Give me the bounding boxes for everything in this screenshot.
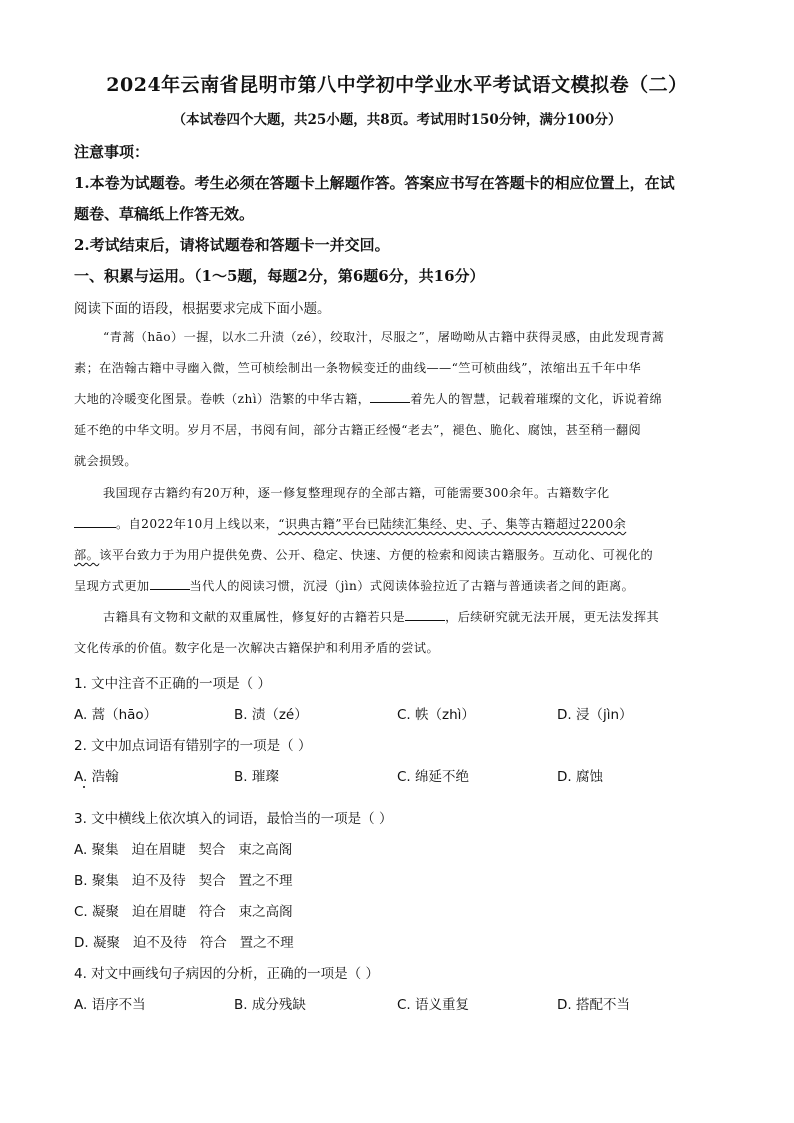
question-4-stem: 4. 对文中画线句子病因的分析，正确的一项是（ ） [74,966,379,982]
fill-blank-1 [370,390,410,403]
passage-p2-line-2 [74,515,626,532]
question-3-option-c[interactable]: C. 凝聚 迫在眉睫 符合 束之高阁 [74,904,293,920]
passage-p2-line-4-text: 呈现方式更加 [74,579,150,593]
question-2-stem: 2. 文中加点词语有错别字的一项是（ ） [74,738,312,754]
passage-p1-line-5: 就会损毁。 [74,454,137,468]
question-3-option-b[interactable]: B. 聚集 迫不及待 契合 置之不理 [74,873,293,889]
passage-p2-line-1: 我国现存古籍约有20万种，逐一修复整理现存的全部古籍，可能需要300余年。古籍数字化 [103,486,610,500]
fill-blank-2 [74,515,116,528]
exam-title: 2024年云南省昆明市第八中学初中学业水平考试语文模拟卷（二） [106,74,688,96]
passage-p1-line-3 [74,390,662,407]
passage-p1-line-3-text: 大地的冷暖变化图景。卷帙（zhì）浩繁的中华古籍， [74,392,371,406]
question-3-option-a[interactable]: A. 聚集 迫在眉睫 契合 束之高阁 [74,842,293,858]
question-2-option-d[interactable]: D. 腐蚀 [557,769,603,785]
fill-blank-3 [150,577,190,590]
passage-p1-line-3-tail: 着先人的智慧，记载着璀璨的文化，诉说着绵 [410,392,663,406]
emphasis-dot [83,786,85,788]
question-3-stem: 3. 文中横线上依次填入的词语，最恰当的一项是（ ） [74,811,393,827]
question-1-option-d[interactable]: D. 浸（jìn） [557,707,633,723]
passage-p1-line-1: “青蒿（hāo）一握，以水二升渍（zé），绞取汁，尽服之”，屠呦呦从古籍中获得灵感，由此发现青蒿 [103,330,665,344]
underlined-sentence-part-2: 部。 [74,548,100,562]
notice-item-1-line-1: 1.本卷为试题卷。考生必须在答题卡上解题作答。答案应书写在答题卡的相应位置上，在试 [74,174,675,192]
notice-item-1-line-2: 题卷、草稿纸上作答无效。 [74,205,255,223]
passage-p1-line-2: 素；在浩翰古籍中寻幽入微，竺可桢绘制出一条物候变迁的曲线——“竺可桢曲线”，浓缩出五千年中华 [74,361,642,375]
passage-p2-line-4 [74,577,634,594]
question-4-option-c[interactable]: C. 语义重复 [397,997,470,1013]
fill-blank-4 [405,608,445,621]
question-2-option-a[interactable]: A. 浩翰 [74,769,119,785]
passage-p3-line-2: 文化传承的价值。数字化是一次解决古籍保护和利用矛盾的尝试。 [74,641,440,655]
question-4-option-a[interactable]: A. 语序不当 [74,997,146,1013]
section-1-heading: 一、积累与运用。（1～5题，每题2分，第6题6分，共16分） [74,267,485,285]
underlined-sentence-part-1: “识典古籍”平台已陆续汇集经、史、子、集等古籍超过2200余 [278,517,627,531]
question-1-option-b[interactable]: B. 渍（zé） [234,707,308,723]
section-1-instruction: 阅读下面的语段，根据要求完成下面小题。 [74,301,331,317]
passage-p3-line-1 [103,608,659,625]
passage-p2-line-4-tail: 当代人的阅读习惯，沉浸（jìn）式阅读体验拉近了古籍与普通读者之间的距离。 [189,579,635,593]
question-1-option-a[interactable]: A. 蒿（hāo） [74,707,158,723]
question-3-option-d[interactable]: D. 凝聚 迫不及待 符合 置之不理 [74,935,294,951]
notice-item-2: 2.考试结束后，请将试题卷和答题卡一并交回。 [74,236,390,254]
passage-p1-line-4: 延不绝的中华文明。岁月不居，书阅有间，部分古籍正经慢“老去”，褪色、脆化、腐蚀，甚至稍一翻阅 [74,423,642,437]
passage-p2-line-2-text: 。自2022年10月上线以来， [116,517,279,531]
passage-p3-line-1-text: 古籍具有文物和文献的双重属性，修复好的古籍若只是 [103,610,406,624]
question-1-option-c[interactable]: C. 帙（zhì） [397,707,475,723]
question-2-option-c[interactable]: C. 绵延不绝 [397,769,470,785]
exam-subtitle: （本试卷四个大题，共25小题，共8页。考试用时150分钟，满分100分） [172,112,622,128]
question-1-stem: 1. 文中注音不正确的一项是（ ） [74,676,271,692]
question-2-option-b[interactable]: B. 璀璨 [234,769,279,785]
passage-p2-line-3-text: 该平台致力于为用户提供免费、公开、稳定、快速、方便的检索和阅读古籍服务。互动化、可视化的 [99,548,654,562]
question-4-option-d[interactable]: D. 搭配不当 [557,997,630,1013]
passage-p3-line-1-tail: ，后续研究就无法开展，更无法发挥其 [445,610,660,624]
passage-p2-line-3 [74,546,653,563]
question-4-option-b[interactable]: B. 成分残缺 [234,997,306,1013]
notice-heading: 注意事项： [74,143,150,161]
